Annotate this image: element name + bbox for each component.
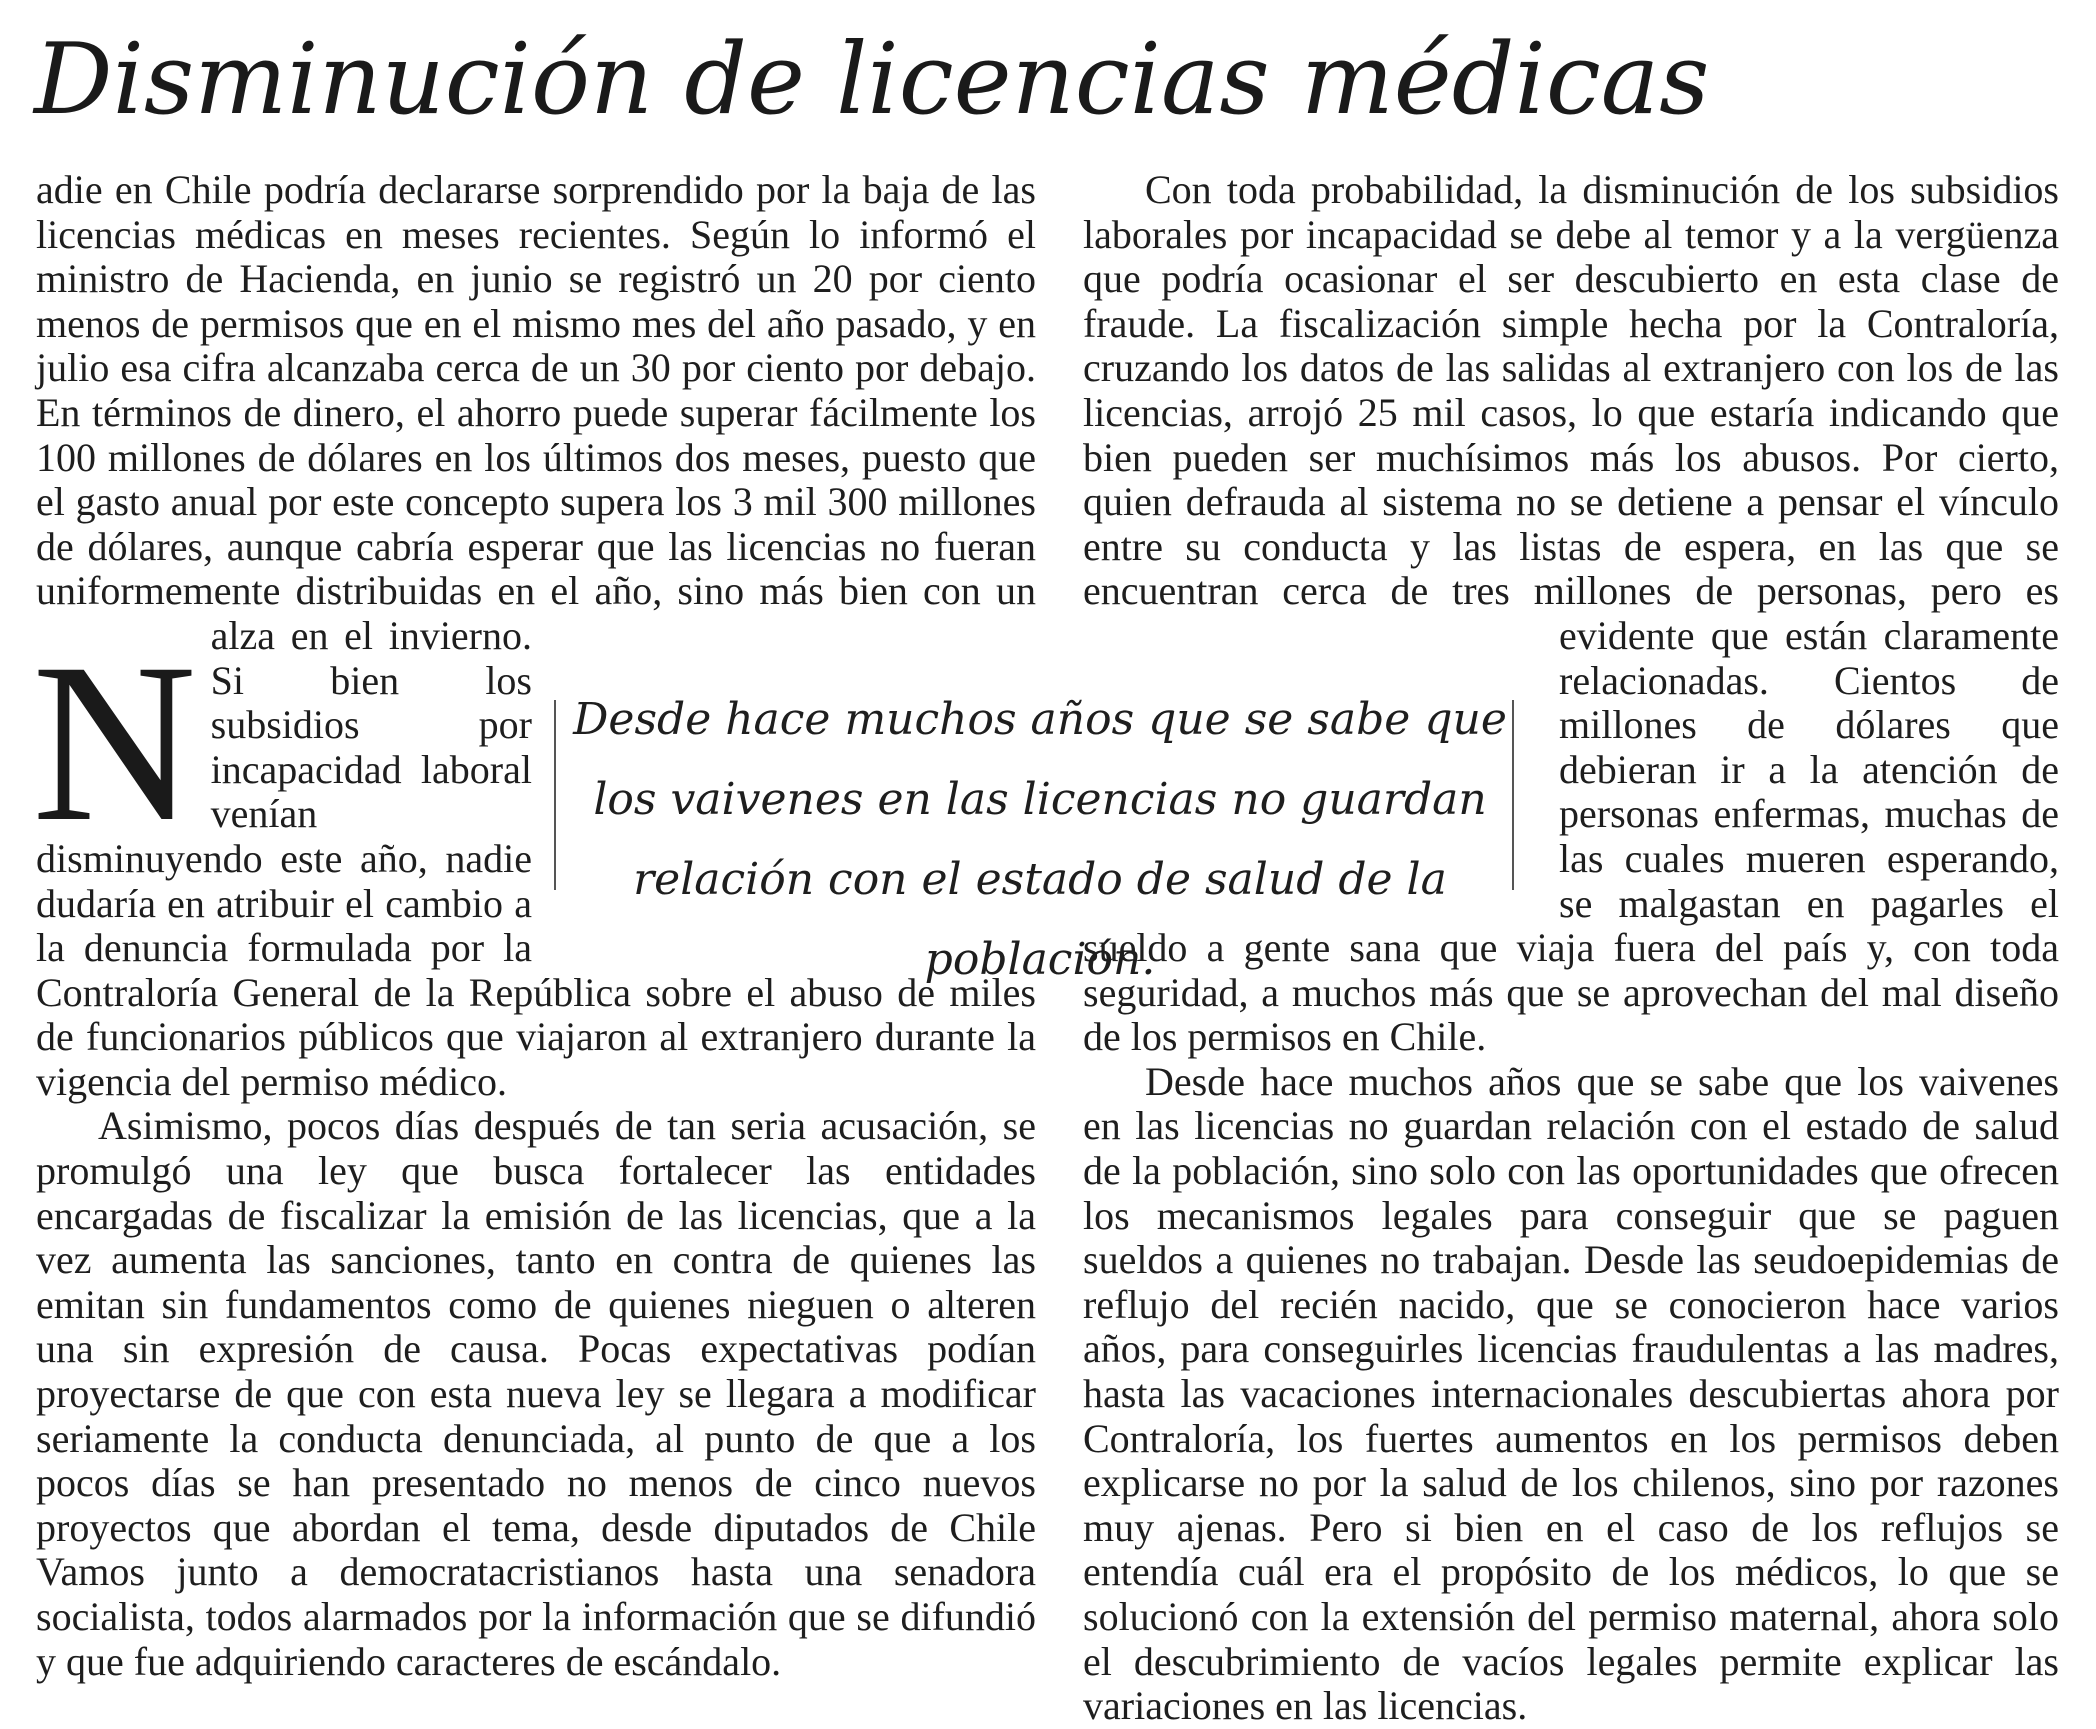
right-paragraph-2: Desde hace muchos años que se sabe que los vaivenes en las licencias no guardan relación con el estado de salud de la población, sino solo con las oportunidades que ofrecen los mecanismos legales para conseguir que se paguen sueldos a quienes no trabajan. Desde las seudoepidemias de reflujo del recién nacido, que se conocieron hace varios años, para conseguirles licencias fraudulentas a las madres, hasta las vacaciones internacionales descubiertas ahora por Contraloría, los fuertes aumentos en los permisos deben explicarse no por la salud de los chilenos, sino por razones muy ajenas. Pero si bien en el caso de los reflujos se entendía cuál era el propósito de los médicos, lo que se solucionó con la extensión del permiso maternal, ahora solo el descubrimiento de vacíos legales permite explicar las variaciones en las licencias. — [1083, 1058, 2059, 1729]
left-column — [32, 167, 1036, 1684]
drop-cap: N — [32, 617, 197, 869]
right-paragraph-1: Con toda probabilidad, la disminución de los subsidios laborales por incapacidad se debe al temor y a la vergüenza que podría ocasionar el ser descubierto en esta clase de fraude. La fiscalización simple hecha por la Contraloría, cruzando los datos de las salidas al extranjero con los de las licencias, arrojó 25 mil casos, lo que estaría indicando que bien pueden ser muchísimos más los abusos. Por cierto, quien defrauda al sistema no se detiene a pensar el vínculo entre su conducta y las listas de espera, en las que se encuentran cerca de tres millones de personas, pero es evidente que están claramente relacionadas. Cientos de millones de dólares que debieran ir a la atención de personas enfermas, muchas de las cuales mueren esperando, se malgastan en pagarles el sueldo a gente sana que viaja fuera del país y, con toda seguridad, a muchos más que se aprovechan del mal diseño de los permisos en Chile. — [1083, 167, 2059, 1060]
left-paragraph-2: Asimismo, pocos días después de tan seria acusación, se promulgó una ley que busca fortalecer las entidades encargadas de fiscalizar la emisión de las licencias, que a la vez aumenta las sanciones, tanto en contra de quienes las emitan sin fundamentos como de quienes nieguen o alteren una sin expresión de causa. Pocas expectativas podían proyectarse de que con esta nueva ley se llegara a modificar seriamente la conducta denunciada, al punto de que a los pocos días se han presentado no menos de cinco nuevos proyectos que abordan el tema, desde diputados de Chile Vamos junto a democratacristianos hasta una senadora socialista, todos alarmados por la información que se difundió y que fue adquiriendo caracteres de escándalo. — [36, 1103, 1036, 1684]
left-paragraph-1-text: adie en Chile podría declararse sorprendido por la baja de las licencias médicas en meses recientes. Según lo informó el ministro de Hacienda, en junio se registró un 20 por ciento menos de permisos que en el mismo mes del año pasado, y en julio esa cifra alcanzaba cerca de un 30 por ciento por debajo. En términos de dinero, el ahorro puede superar fácilmente los 100 millones de dólares en los últimos dos meses, puesto que el gasto anual por este concepto supera los 3 mil 300 millones de dólares, aunque cabría esperar que las licencias no fueran uniformemente distribuidas en el año, sino más bien con un alza en el invierno. Si bien los subsidios por incapacidad laboral venían disminuyendo este año, nadie dudaría en atribuir el cambio a la denuncia formulada por la Contraloría General de la República sobre el abuso de miles de funcionarios públicos que viajaron al extranjero durante la vigencia del permiso médico. — [36, 167, 1036, 1104]
pull-quote: Desde hace muchos años que se sabe que los vaivenes en las licencias no guardan relación con el estado de salud de la población. — [573, 694, 1507, 985]
pull-quote-rule-right — [1512, 700, 1514, 890]
pull-quote-rule-left — [554, 700, 556, 890]
headline: Disminución de licencias médicas — [34, 23, 1710, 137]
right-column — [1083, 168, 2059, 1729]
